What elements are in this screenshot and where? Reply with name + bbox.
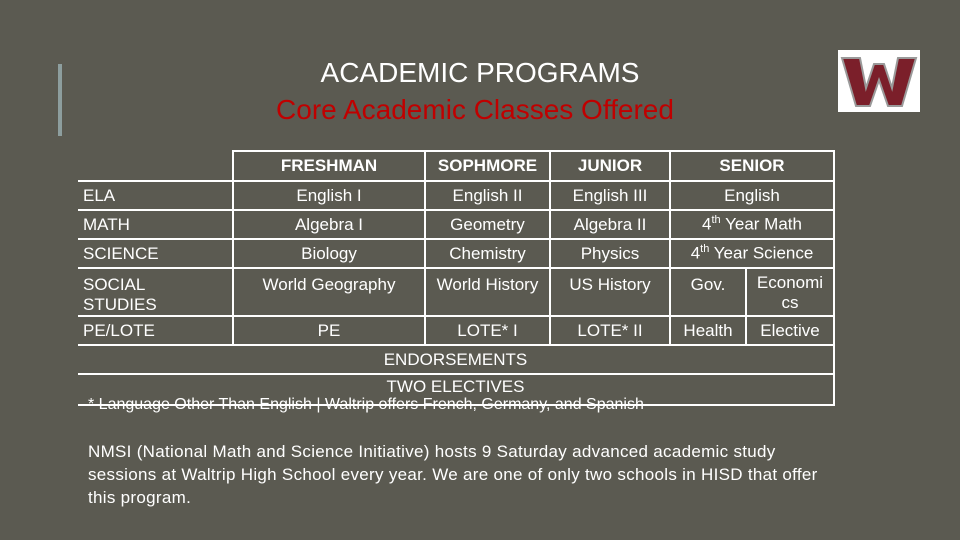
table-cell: World History [425, 268, 550, 316]
table-cell: Chemistry [425, 239, 550, 268]
column-header: SOPHMORE [425, 151, 550, 181]
table-cell: LOTE* II [550, 316, 670, 345]
table-cell: Geometry [425, 210, 550, 239]
table-cell: English III [550, 181, 670, 210]
header-blank-cell [78, 151, 233, 181]
ordinal-number: 4 [690, 243, 701, 263]
row-label: ELA [78, 181, 233, 210]
table-cell: US History [550, 268, 670, 316]
school-logo [838, 50, 920, 112]
table-cell: Algebra I [233, 210, 425, 239]
table-cell: Elective [746, 316, 834, 345]
row-label: PE/LOTE [78, 316, 233, 345]
cell-text: Year Math [720, 214, 802, 234]
table-cell: Health [670, 316, 746, 345]
table-cell [670, 210, 834, 239]
nmsi-paragraph: NMSI (National Math and Science Initiative) hosts 9 Saturday advanced academic study sessions at Waltrip High School every year. We are one of only two schools in HISD that offer this program. [88, 442, 818, 507]
table-cell: English [670, 181, 834, 210]
table-header-row [78, 151, 834, 181]
ordinal-suffix: th [700, 243, 710, 256]
table-row [78, 210, 834, 239]
row-label-line: STUDIES [83, 295, 157, 314]
endorsements-cell: ENDORSEMENTS [78, 345, 834, 374]
table-cell: Physics [550, 239, 670, 268]
table-row [78, 181, 834, 210]
cell-text: Year Science [709, 243, 814, 263]
programs-table [78, 150, 835, 406]
row-label-line: SOCIAL [83, 275, 146, 294]
row-label: MATH [78, 210, 233, 239]
logo-w-shape [842, 58, 916, 106]
table-cell: LOTE* I [425, 316, 550, 345]
table-cell: Biology [233, 239, 425, 268]
table-cell: Gov. [670, 268, 746, 316]
row-label: SCIENCE [78, 239, 233, 268]
table-row [78, 268, 834, 316]
table-cell: Economi cs [746, 268, 834, 316]
footnote: * Language Other Than English | Waltrip offers French, Germany, and Spanish [88, 396, 644, 413]
page-title: ACADEMIC PROGRAMS [320, 57, 640, 88]
table-row [78, 316, 834, 345]
table-cell: English II [425, 181, 550, 210]
table-cell: World Geography [233, 268, 425, 316]
accent-bar [58, 64, 62, 136]
table-cell: Algebra II [550, 210, 670, 239]
electives-cell: TWO ELECTIVES [78, 374, 834, 405]
table-cell: English I [233, 181, 425, 210]
ordinal-number: 4 [702, 214, 712, 234]
column-header: JUNIOR [550, 151, 670, 181]
table-row [78, 345, 834, 374]
column-header: SENIOR [670, 151, 834, 181]
table-row [78, 239, 834, 268]
table-cell [670, 239, 834, 268]
column-header: FRESHMAN [233, 151, 425, 181]
table-cell: PE [233, 316, 425, 345]
ordinal-suffix: th [711, 214, 721, 227]
row-label [78, 268, 233, 316]
page-subtitle: Core Academic Classes Offered [276, 94, 674, 125]
